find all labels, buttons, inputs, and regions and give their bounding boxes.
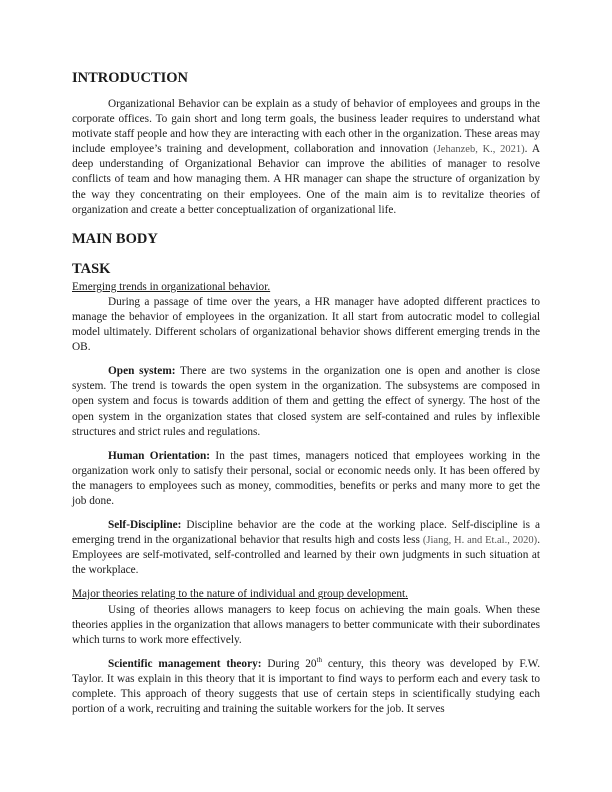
- emerging-trends-subheading: Emerging trends in organizational behavior.: [72, 280, 271, 293]
- introduction-text-b: . A deep understanding of Organizational Behavior can improve the abilities of manager to resolve conflicts of team and how managing them. A HR manager can shape the structure of organization by the way they concentrating on their employees. One of the main aim is to revitalize theories of organization and create a better conceptualization of organizational life.: [72, 143, 540, 216]
- self-discipline-text-a: Discipline behavior are the code at the working place. Self-discipline is a emerging trend in the organizational behavior that results high and costs less: [72, 519, 540, 547]
- self-discipline-paragraph: [72, 518, 540, 578]
- document-page: [72, 70, 540, 726]
- self-discipline-text-b: . Employees are self-motivated, self-controlled and learned by their own judgments in such situation at the workplace.: [72, 534, 541, 577]
- introduction-citation: (Jehanzeb, K., 2021): [433, 144, 525, 156]
- introduction-text-a: Organizational Behavior can be explain as a study of behavior of employees and groups in the corporate offices. To gain short and long term goals, the business leader requires to understand what motivate staff people and how they are interacting with each other in the organization. These areas may include employee’s training and development, collaboration and innovation: [72, 98, 540, 156]
- major-theories-subheading: [72, 587, 540, 602]
- open-system-text: There are two systems in the organization one is open and another is close system. The trend is towards the open system in the organization. The subsystems are composed in open system and focus is towards addition of them and getting the effect of synergy. The host of the open system in the organization states that closed system are self-contained and rules by inflexible structures and strict rules and regulations.: [72, 365, 540, 438]
- emerging-trends-paragraph: During a passage of time over the years, a HR manager have adopted different practices to manage the behavior of employees in the organization. It all start from autocratic model to collegial model ultimately. Different scholars of organizational behavior shows different emerging trends in the OB.: [72, 295, 540, 354]
- human-orientation-text: In the past times, managers noticed that employees working in the organization work only to satisfy their personal, social or economic needs only. It has been offered by the managers to employees such as money, commodities, benefits or perks and many more to get the job done.: [72, 449, 540, 507]
- major-theories-paragraph: Using of theories allows managers to keep focus on achieving the main goals. When these theories applies in the organization that allows managers to better communicate with their subordinates which turns to work more effectively.: [72, 603, 540, 646]
- self-discipline-label: Self-Discipline:: [108, 519, 182, 532]
- scientific-management-paragraph: [72, 657, 540, 717]
- introduction-heading: INTRODUCTION: [72, 70, 189, 86]
- human-orientation-label: Human Orientation:: [108, 449, 211, 462]
- scientific-management-superscript: th: [316, 656, 322, 665]
- self-discipline-citation: (Jiang, H. and Et.al., 2020): [422, 535, 538, 547]
- open-system-paragraph: [72, 364, 540, 439]
- scientific-management-text-a: During 20: [261, 657, 317, 670]
- scientific-management-label: Scientific management theory:: [108, 657, 262, 670]
- scientific-management-text-b: century, this theory was developed by F.W. Taylor. It was explain in this theory that it is important to find ways to perform each and every task to complete. This approach of theory suggests that use of certain steps in scientifically studying each portion of a work, recruiting and training the suitable workers for the job. It serves: [72, 657, 541, 716]
- major-theories-subheading-text: Major theories relating to the nature of individual and group development: [72, 588, 406, 601]
- major-theories-subheading-period: .: [405, 588, 408, 601]
- main-body-heading: MAIN BODY: [72, 230, 158, 247]
- open-system-label: Open system:: [108, 365, 176, 378]
- human-orientation-paragraph: [72, 449, 540, 509]
- introduction-paragraph: [72, 97, 540, 218]
- task-heading: TASK: [72, 260, 111, 277]
